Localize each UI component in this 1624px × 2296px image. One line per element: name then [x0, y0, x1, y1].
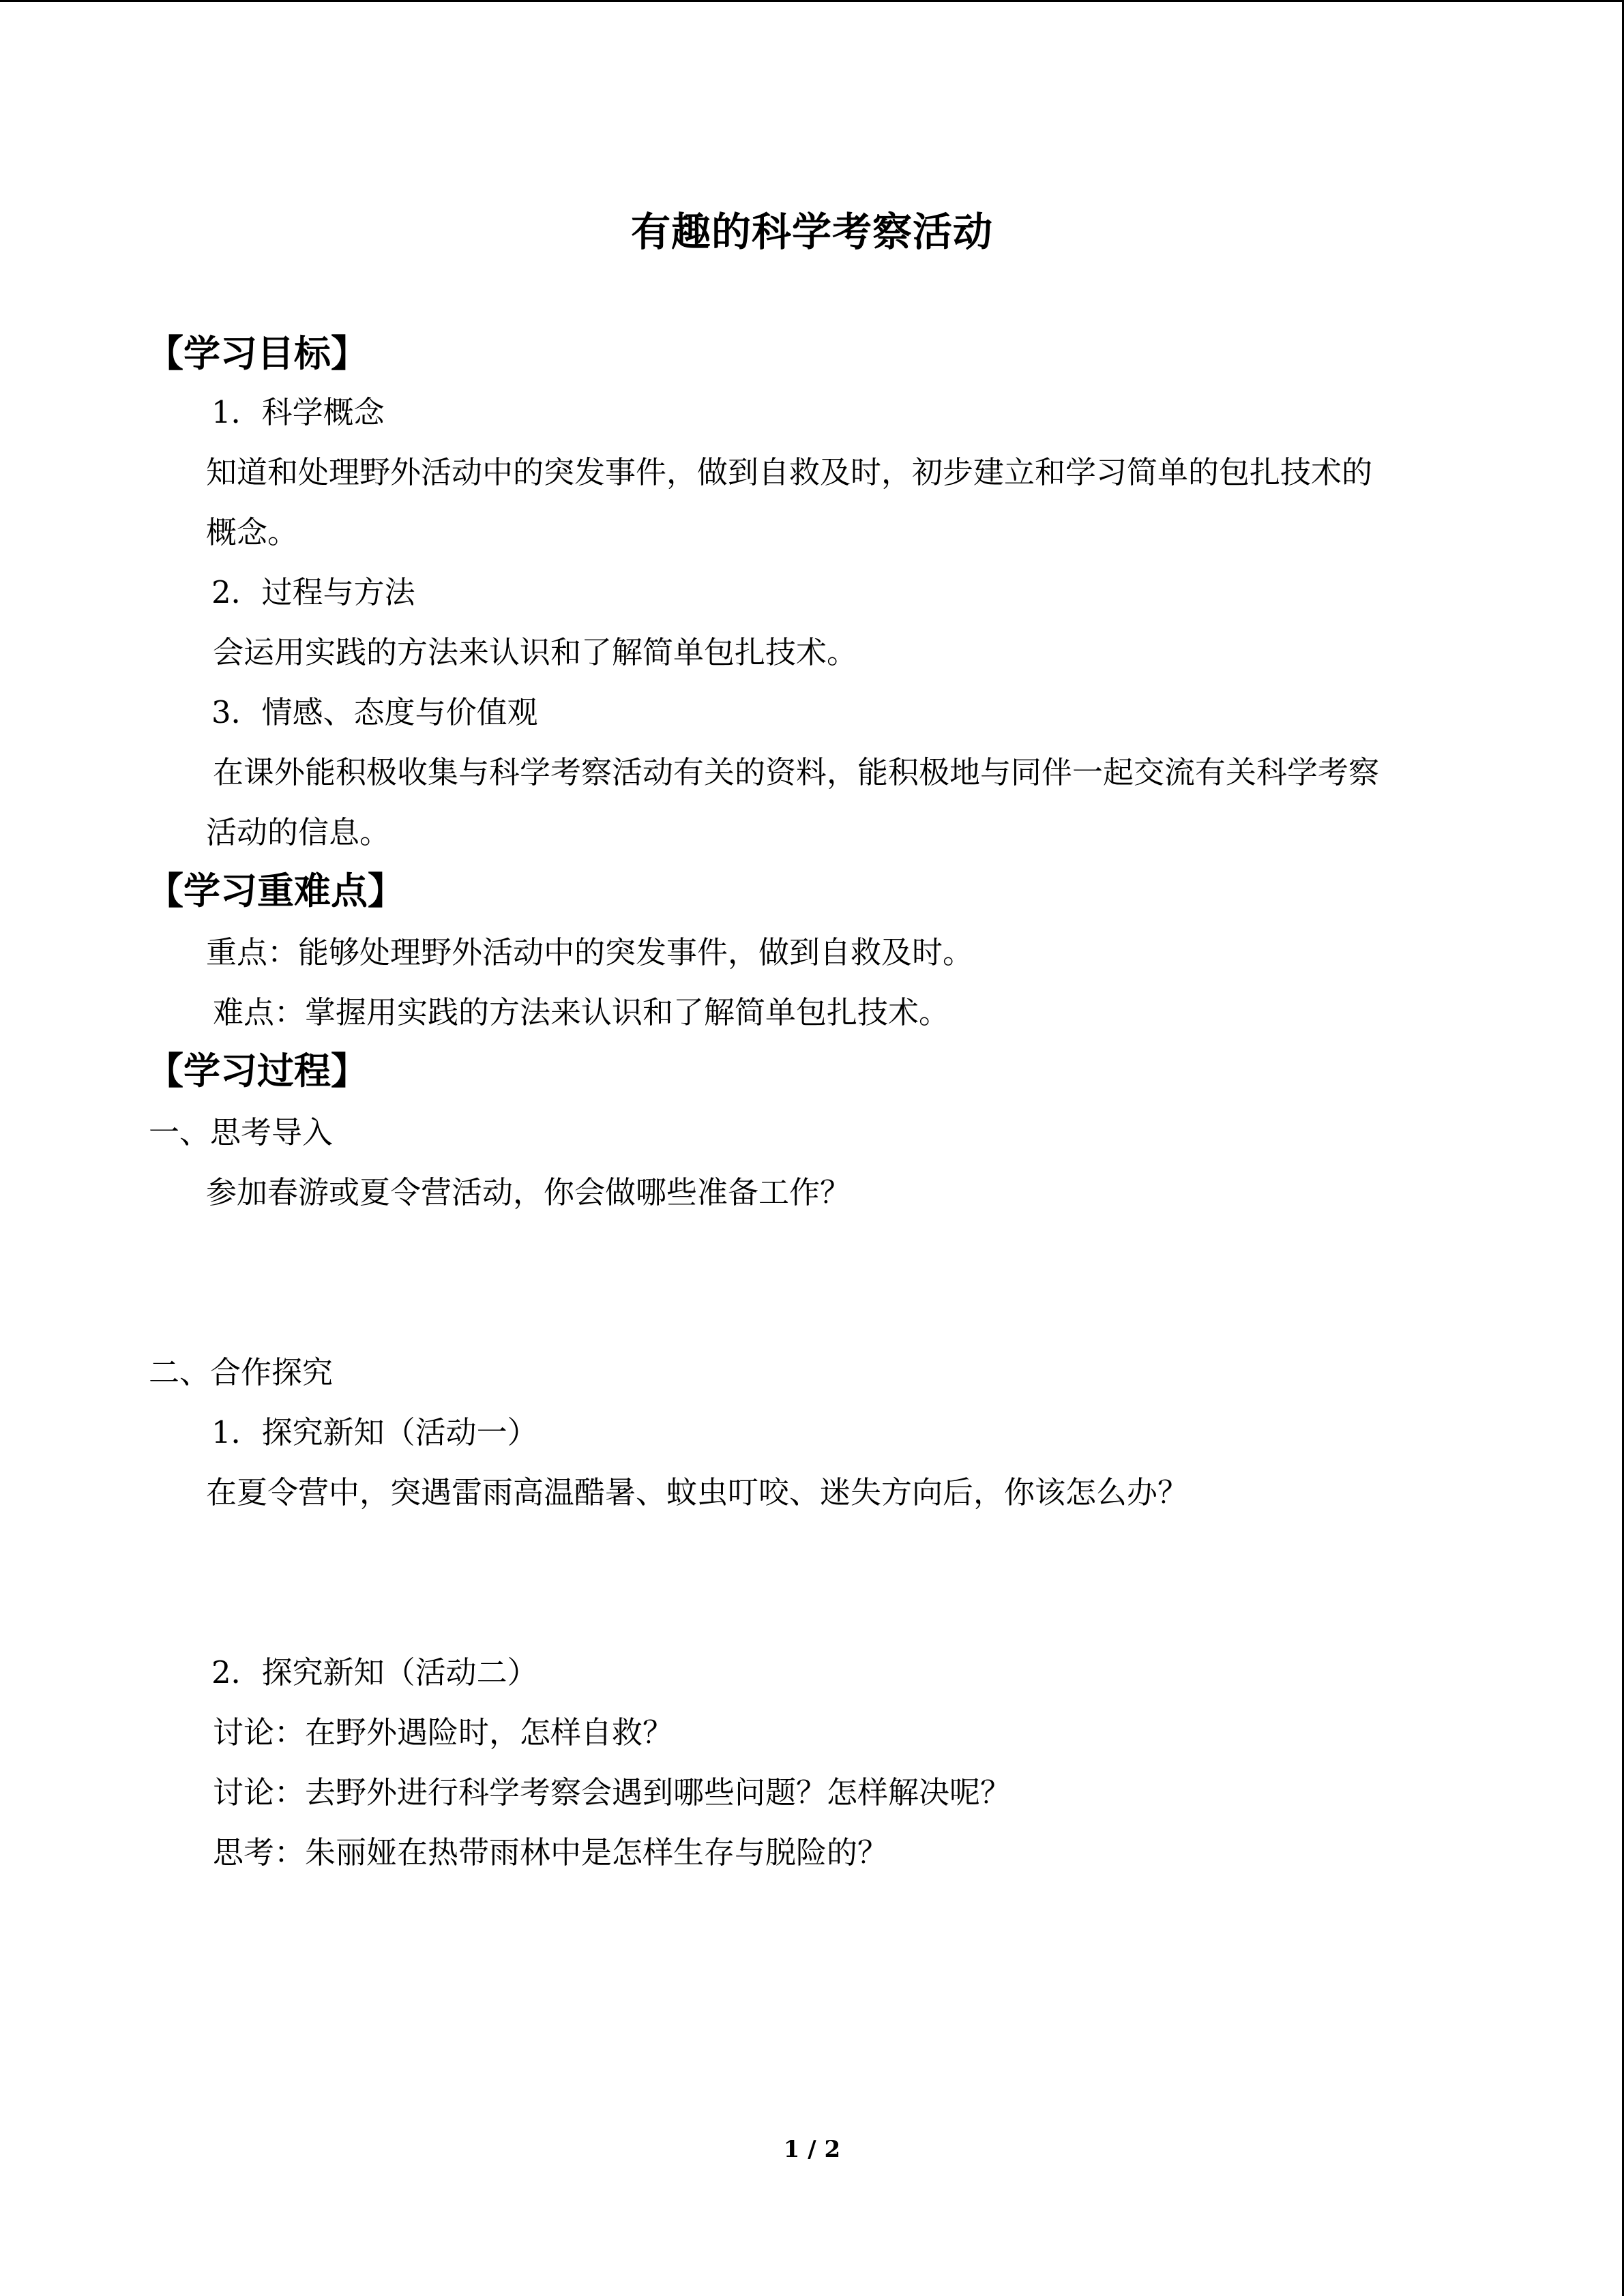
activity-2-question-1: 讨论：在野外遇险时，怎样自救？ — [213, 1714, 674, 1750]
objective-1-title: 1．科学概念 — [211, 394, 385, 430]
process-part1-text: 参加春游或夏令营活动，你会做哪些准备工作？ — [206, 1174, 851, 1210]
objective-2-text: 会运用实践的方法来认识和了解简单包扎技术。 — [213, 634, 858, 670]
section-heading-key-points: 【学习重难点】 — [147, 869, 404, 912]
document-title: 有趣的科学考察活动 — [630, 209, 993, 255]
objective-1-text-line2: 概念。 — [206, 514, 299, 550]
key-point-difficulty: 难点：掌握用实践的方法来认识和了解简单包扎技术。 — [213, 994, 950, 1030]
activity-1-title: 1．探究新知（活动一） — [211, 1414, 538, 1450]
page-border-top — [0, 0, 1624, 2]
section-heading-objectives: 【学习目标】 — [147, 331, 368, 375]
activity-2-title: 2．探究新知（活动二） — [211, 1654, 538, 1690]
activity-2-question-3: 思考：朱丽娅在热带雨林中是怎样生存与脱险的？ — [213, 1834, 889, 1870]
objective-2-title: 2．过程与方法 — [211, 574, 415, 610]
process-part1-title: 一、思考导入 — [149, 1114, 334, 1150]
page-number: 1 / 2 — [783, 2136, 841, 2163]
objective-3-title: 3．情感、态度与价值观 — [211, 694, 538, 730]
process-part2-title: 二、合作探究 — [149, 1354, 334, 1390]
objective-3-text-line2: 活动的信息。 — [206, 814, 391, 850]
section-heading-process: 【学习过程】 — [147, 1049, 368, 1092]
objective-1-text-line1: 知道和处理野外活动中的突发事件，做到自救及时，初步建立和学习简单的包扎技术的 — [206, 454, 1373, 490]
activity-1-text: 在夏令营中，突遇雷雨高温酷暑、蚊虫叮咬、迷失方向后，你该怎么办？ — [206, 1474, 1189, 1510]
key-point-focus: 重点：能够处理野外活动中的突发事件，做到自救及时。 — [206, 934, 974, 970]
objective-3-text-line1: 在课外能积极收集与科学考察活动有关的资料，能积极地与同伴一起交流有关科学考察 — [213, 754, 1380, 790]
activity-2-question-2: 讨论：去野外进行科学考察会遇到哪些问题？怎样解决呢？ — [213, 1774, 1012, 1810]
